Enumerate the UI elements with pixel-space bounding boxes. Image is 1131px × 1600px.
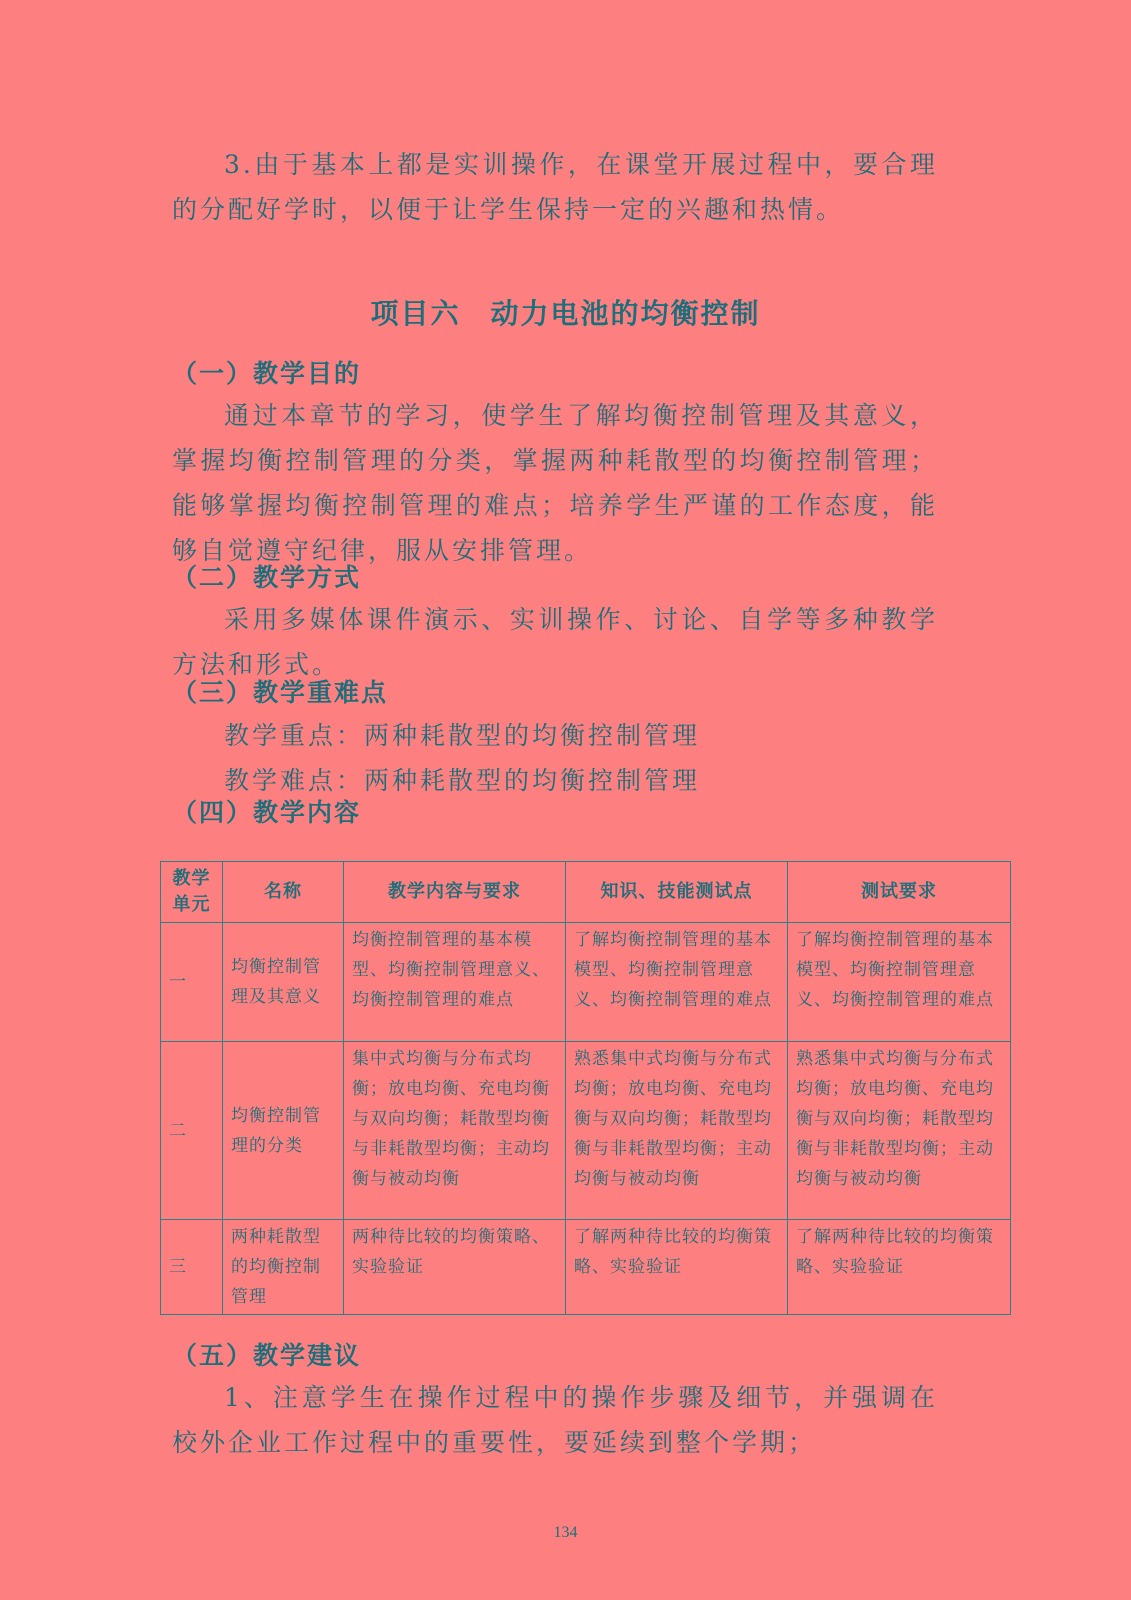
cell-unit: 三 bbox=[161, 1220, 223, 1315]
cell-name: 均衡控制管理的分类 bbox=[223, 1042, 344, 1220]
teaching-content-table bbox=[160, 861, 1011, 1315]
intro-paragraph: 3.由于基本上都是实训操作，在课堂开展过程中，要合理的分配好学时，以便于让学生保持一定的兴趣和热情。 bbox=[172, 150, 938, 224]
header-test-points: 知识、技能测试点 bbox=[566, 862, 788, 923]
cell-unit: 一 bbox=[161, 923, 223, 1042]
section-heading-key-points: （三）教学重难点 bbox=[172, 678, 389, 707]
table-row bbox=[161, 1220, 1011, 1315]
cell-test-points: 熟悉集中式均衡与分布式均衡；放电均衡、充电均衡与双向均衡；耗散型均衡与非耗散型均衡；主动均衡与被动均衡 bbox=[566, 1042, 788, 1220]
table-row bbox=[161, 923, 1011, 1042]
difficult-point-line: 教学难点：两种耗散型的均衡控制管理 bbox=[224, 766, 701, 795]
project-name: 动力电池的均衡控制 bbox=[490, 297, 761, 330]
cell-content: 两种待比较的均衡策略、实验验证 bbox=[344, 1220, 566, 1315]
objectives-paragraph: 通过本章节的学习，使学生了解均衡控制管理及其意义，掌握均衡控制管理的分类，掌握两种耗散型的均衡控制管理；能够掌握均衡控制管理的难点；培养学生严谨的工作态度，能够自觉遵守纪律，服从安排管理。 bbox=[172, 401, 938, 565]
methods-paragraph: 采用多媒体课件演示、实训操作、讨论、自学等多种教学方法和形式。 bbox=[172, 605, 938, 679]
header-name: 名称 bbox=[223, 862, 344, 923]
section-heading-suggestions: （五）教学建议 bbox=[172, 1341, 362, 1370]
cell-test-points: 了解均衡控制管理的基本模型、均衡控制管理意义、均衡控制管理的难点 bbox=[566, 923, 788, 1042]
cell-test-requirements: 了解两种待比较的均衡策略、实验验证 bbox=[788, 1220, 1011, 1315]
cell-content: 均衡控制管理的基本模型、均衡控制管理意义、均衡控制管理的难点 bbox=[344, 923, 566, 1042]
table-header-row bbox=[161, 862, 1011, 923]
section-heading-methods: （二）教学方式 bbox=[172, 563, 362, 592]
cell-test-requirements: 熟悉集中式均衡与分布式均衡；放电均衡、充电均衡与双向均衡；耗散型均衡与非耗散型均衡；主动均衡与被动均衡 bbox=[788, 1042, 1011, 1220]
cell-unit: 二 bbox=[161, 1042, 223, 1220]
header-test-requirements: 测试要求 bbox=[788, 862, 1011, 923]
section-heading-content: （四）教学内容 bbox=[172, 798, 362, 827]
key-point-line: 教学重点：两种耗散型的均衡控制管理 bbox=[224, 721, 701, 750]
cell-test-requirements: 了解均衡控制管理的基本模型、均衡控制管理意义、均衡控制管理的难点 bbox=[788, 923, 1011, 1042]
page-number: 134 bbox=[553, 1524, 578, 1541]
cell-content: 集中式均衡与分布式均衡；放电均衡、充电均衡与双向均衡；耗散型均衡与非耗散型均衡；主动均衡与被动均衡 bbox=[344, 1042, 566, 1220]
suggestions-paragraph: 1、注意学生在操作过程中的操作步骤及细节，并强调在校外企业工作过程中的重要性，要延续到整个学期； bbox=[172, 1383, 938, 1457]
cell-name: 两种耗散型的均衡控制管理 bbox=[223, 1220, 344, 1315]
table-row bbox=[161, 1042, 1011, 1220]
header-content: 教学内容与要求 bbox=[344, 862, 566, 923]
cell-name: 均衡控制管理及其意义 bbox=[223, 923, 344, 1042]
cell-test-points: 了解两种待比较的均衡策略、实验验证 bbox=[566, 1220, 788, 1315]
project-title bbox=[0, 292, 1131, 332]
project-label: 项目六 bbox=[370, 297, 461, 330]
section-heading-objectives: （一）教学目的 bbox=[172, 359, 362, 388]
header-unit: 教学单元 bbox=[161, 862, 223, 923]
